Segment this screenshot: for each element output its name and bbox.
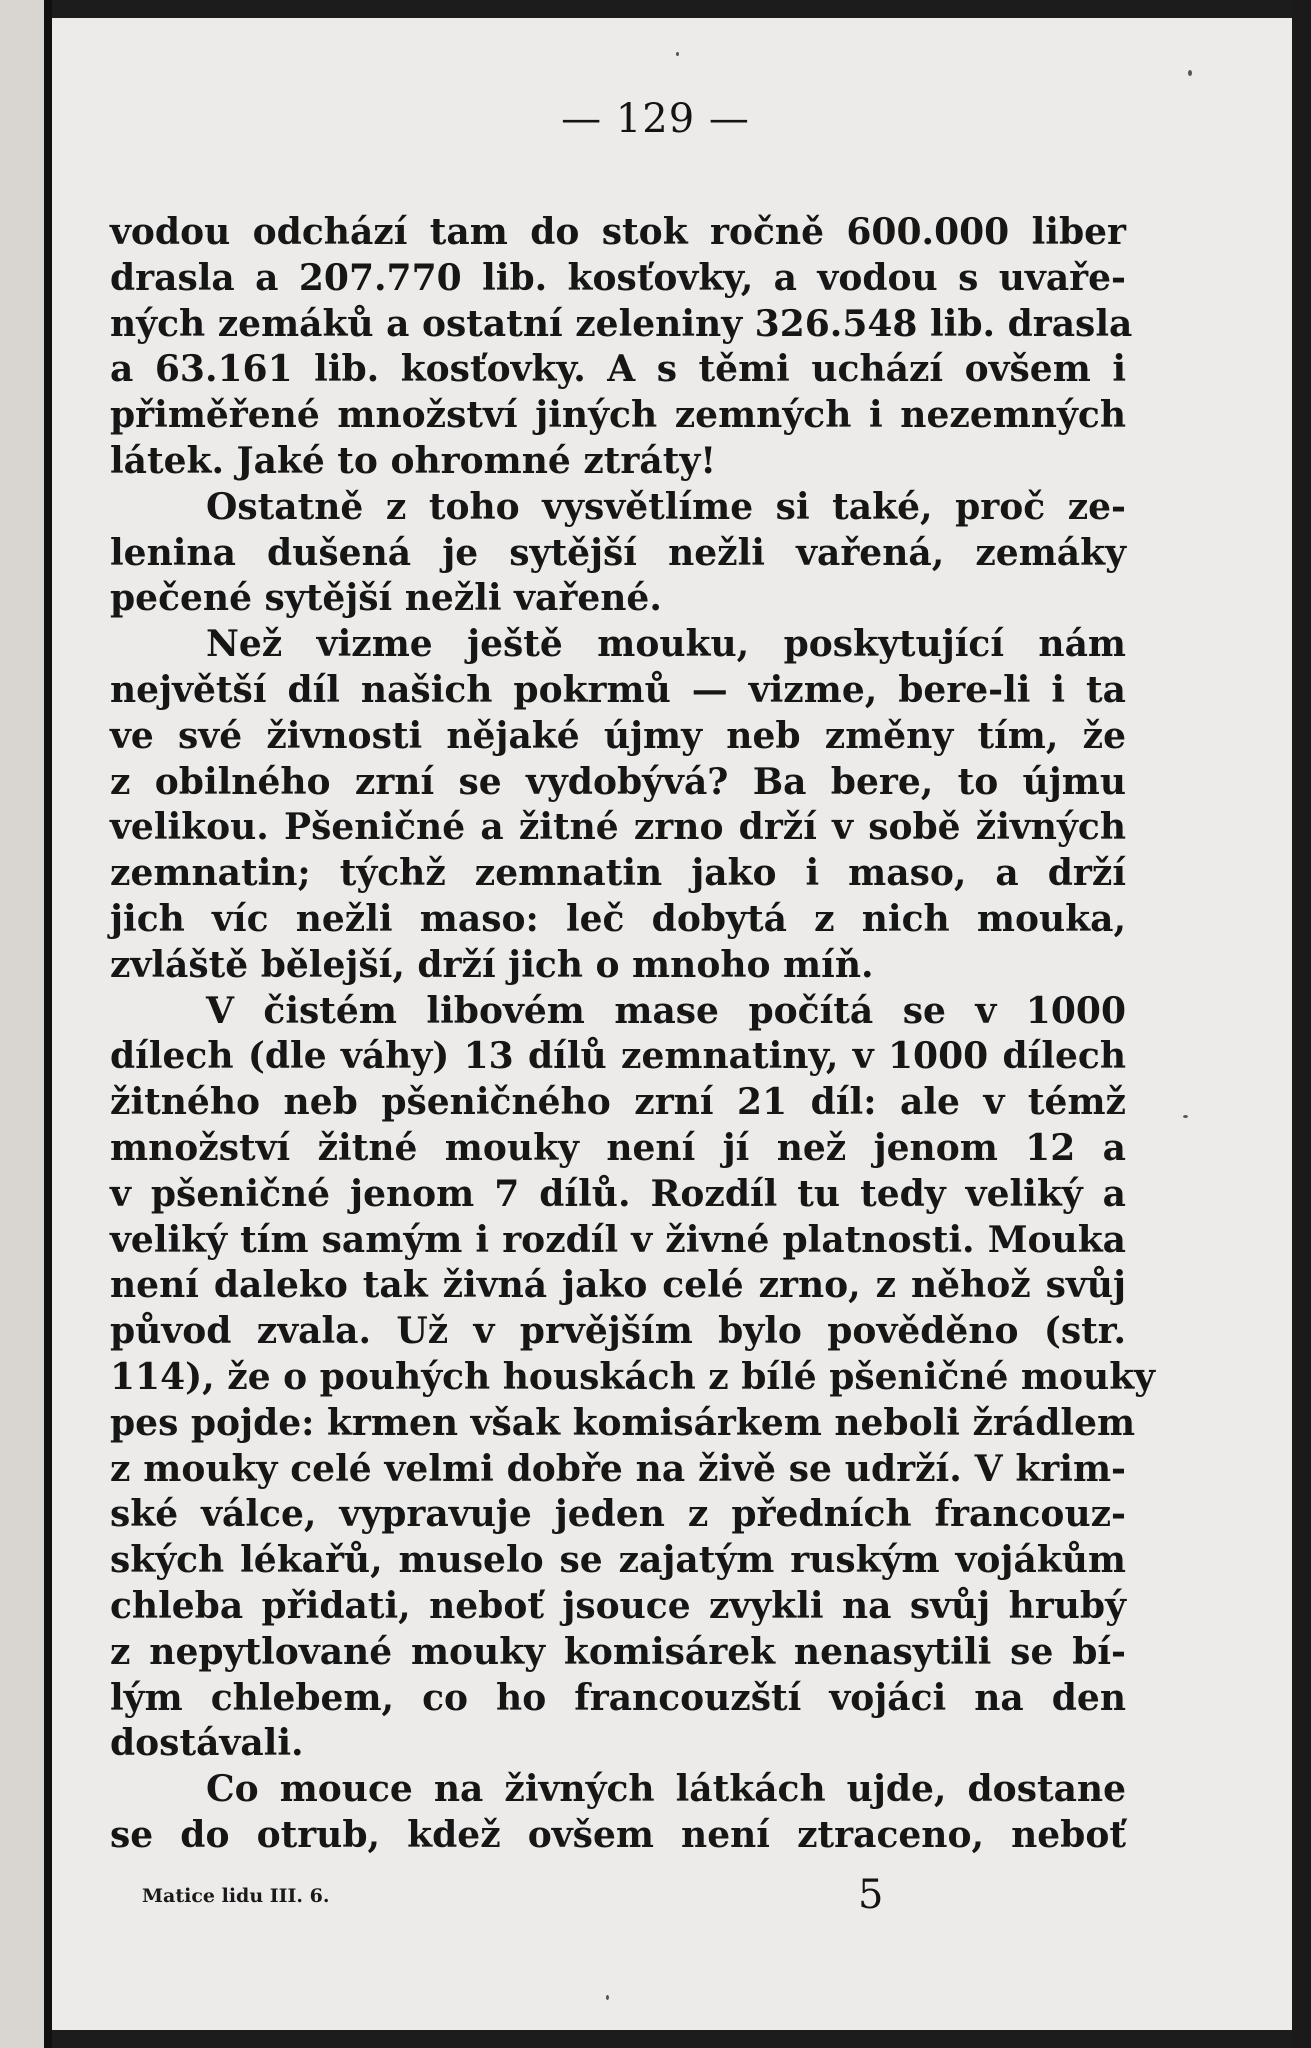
text-line: Ostatně z toho vysvětlíme si také, proč ze- [206,485,1126,528]
text-line: zvláště bělejší, drží jich o mnoho míň. [110,943,874,986]
page-number: — 129 — [561,96,750,142]
scan-border [1292,0,1311,2048]
body-text [110,210,1156,1859]
text-line: dostávali. [110,1722,304,1765]
text-line: ných zemáků a ostatní zeleniny 326.548 lib. drasla [110,302,1133,345]
text-line: vodou odchází tam do stok ročně 600.000 liber [110,211,1126,253]
text-line: veliký tím samým i rozdíl v živné platnosti. Mouka [110,1218,1126,1261]
text-line: chleba přidati, neboť jsouce zvykli na svůj hrubý [110,1584,1126,1627]
previous-page-edge [0,0,44,2048]
book-gutter [44,0,52,2048]
paper-speck [1188,70,1192,76]
text-line: pes pojde: krmen však komisárkem neboli žrádlem [110,1401,1136,1444]
paper-speck [1183,1115,1188,1118]
text-line: množství žitné mouky není jí než jenom 12 a [110,1126,1126,1169]
sheet-number: 5 [858,1872,884,1918]
text-line: přiměřené množství jiných zemných i nezemných [110,394,1126,437]
paper-speck [606,1995,609,2000]
text-line: zemnatin; týchž zemnatin jako i maso, a drží [110,852,1126,895]
text-line: a 63.161 lib. kosťovky. A s těmi uchází ovšem i [110,348,1126,391]
text-line: lým chlebem, co ho francouzští vojáci na den [110,1676,1126,1719]
text-line: v pšeničné jenom 7 dílů. Rozdíl tu tedy veliký a [110,1172,1126,1215]
text-line: žitného neb pšeničného zrní 21 díl: ale v témž [110,1081,1126,1124]
text-line: ve své živnosti nějaké újmy neb změny tím, že [110,714,1126,757]
text-line: Než vizme ještě mouku, poskytující nám [206,623,1126,666]
text-line: látek. Jaké to ohromné ztráty! [110,439,717,482]
text-line: největší díl našich pokrmů — vizme, bere-li i ta [110,668,1126,711]
text-line: velikou. Pšeničné a žitné zrno drží v sobě živných [110,806,1126,849]
text-line: ských lékařů, muselo se zajatým ruským vojákům [110,1539,1126,1582]
text-line: původ zvala. Už v prvějším bylo pověděno (str. [110,1310,1126,1353]
text-line: drasla a 207.770 lib. kosťovky, a vodou s uvaře- [110,256,1126,299]
text-line: 114), že o pouhých houskách z bílé pšeničné mouky [110,1355,1156,1398]
text-line: dílech (dle váhy) 13 dílů zemnatiny, v 1000 dílech [110,1035,1126,1078]
paper-speck [676,52,679,56]
text-line: V čistém libovém mase počítá se v 1000 [206,989,1126,1032]
text-line: z nepytlované mouky komisárek nenasytili se bí- [110,1630,1126,1673]
text-line: pečené sytější nežli vařené. [110,577,662,620]
text-line: z obilného zrní se vydobývá? Ba bere, to újmu [110,760,1126,803]
text-line: lenina dušená je sytější nežli vařená, zemáky [110,531,1126,574]
text-line: z mouky celé velmi dobře na živě se udrží. V krim- [110,1447,1126,1490]
text-line: není daleko tak živná jako celé zrno, z něhož svůj [110,1264,1126,1307]
text-line: se do otrub, kdež ovšem není ztraceno, neboť [110,1813,1126,1856]
printer-signature: Matice lidu III. 6. [142,1885,330,1907]
text-line: Co mouce na živných látkách ujde, dostane [206,1768,1126,1811]
text-line: jich víc nežli maso: leč dobytá z nich mouka, [110,897,1126,940]
text-line: ské válce, vypravuje jeden z předních francouz- [110,1493,1126,1536]
